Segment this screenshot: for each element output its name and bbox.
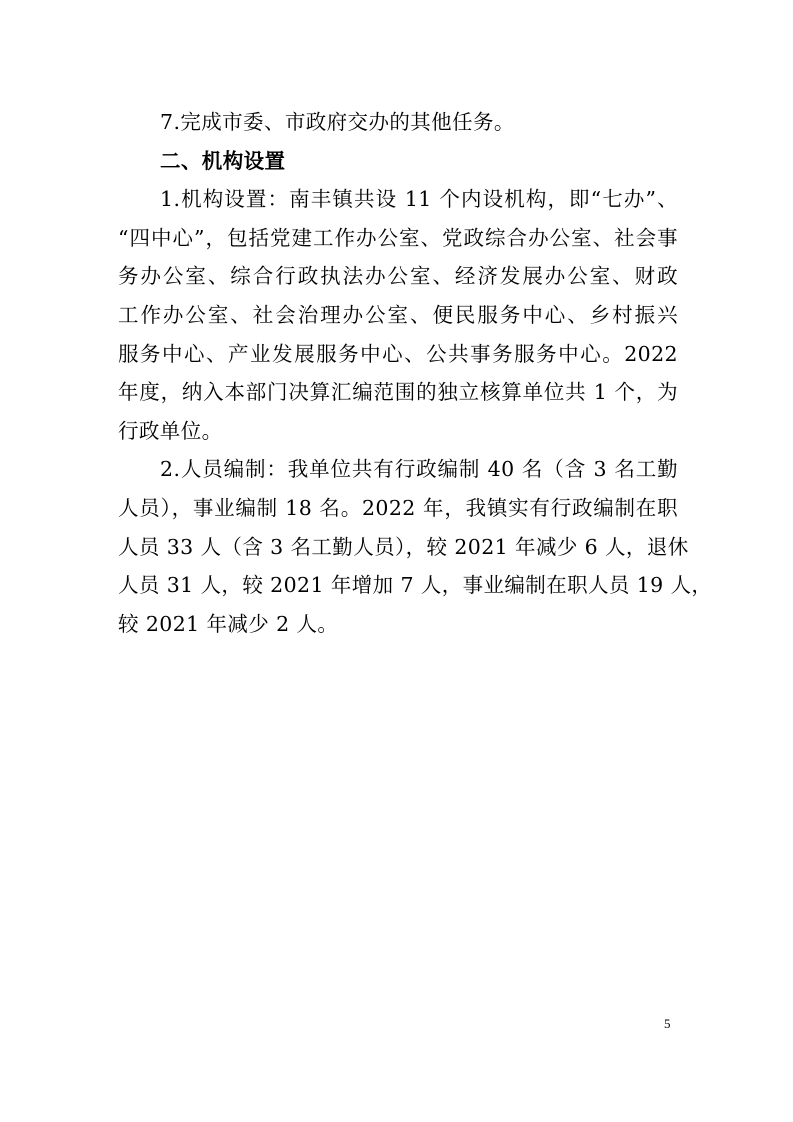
item-7-text: 7.完成市委、市政府交办的其他任务。 (160, 110, 515, 134)
paragraph-1-line-6: 年度，纳入本部门决算汇编范围的独立核算单位共 1 个，为 (118, 380, 678, 405)
paragraph-1-line-5: 服务中心、产业发展服务中心、公共事务服务中心。2022 (118, 341, 678, 366)
section-heading-organization: 二、机构设置 (160, 148, 286, 173)
paragraph-1-line-7: 行政单位。 (118, 418, 223, 443)
paragraph-2-line-4: 人员 31 人，较 2021 年增加 7 人，事业编制在职人员 19 人， (118, 573, 713, 598)
paragraph-1-line-4: 工作办公室、社会治理办公室、便民服务中心、乡村振兴 (118, 302, 678, 327)
paragraph-1-line-1: 1.机构设置：南丰镇共设 11 个内设机构，即“七办”、 (160, 187, 678, 212)
paragraph-2-line-1: 2.人员编制：我单位共有行政编制 40 名（含 3 名工勤 (160, 457, 678, 482)
page-number: 5 (664, 1016, 671, 1031)
paragraph-1-line-3: 务办公室、综合行政执法办公室、经济发展办公室、财政 (118, 264, 678, 289)
paragraph-2-line-5: 较 2021 年减少 2 人。 (118, 611, 339, 636)
paragraph-1-line-2: “四中心”，包括党建工作办公室、党政综合办公室、社会事 (118, 225, 678, 250)
document-body (118, 103, 713, 643)
paragraph-2-line-3: 人员 33 人（含 3 名工勤人员），较 2021 年减少 6 人，退休 (118, 534, 689, 559)
paragraph-2-line-2: 人员），事业编制 18 名。2022 年，我镇实有行政编制在职 (118, 495, 678, 520)
